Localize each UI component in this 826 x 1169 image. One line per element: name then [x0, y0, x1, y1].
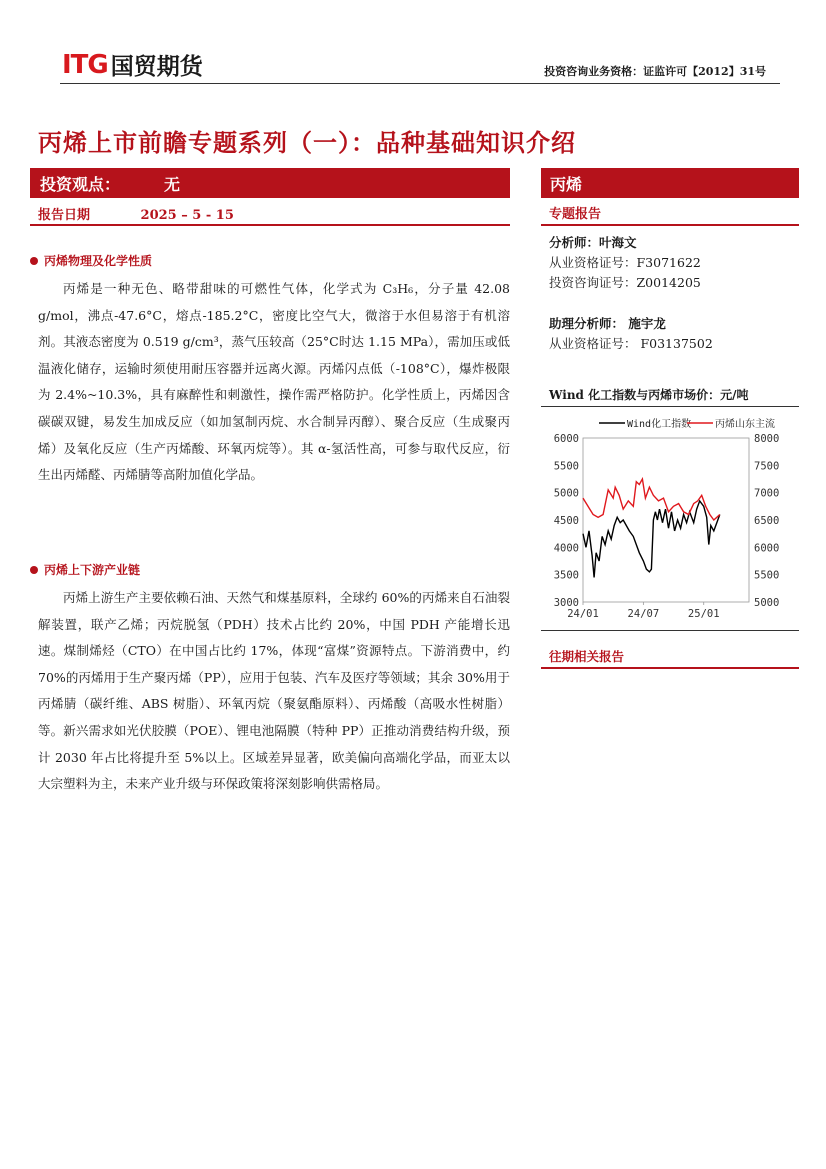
price-chart	[541, 410, 799, 628]
right-tick-label: 6000	[754, 542, 780, 555]
report-date-value: 2025 – 5 - 15	[140, 208, 234, 223]
legend-label-propylene: 丙烯山东主流	[715, 419, 775, 430]
category-bar	[541, 168, 799, 198]
report-type-divider	[541, 224, 799, 226]
investment-view-value: 无	[164, 174, 181, 194]
section-heading-text: 丙烯上下游产业链	[44, 563, 141, 577]
right-tick-label: 7500	[754, 460, 780, 473]
section-heading-text: 丙烯物理及化学性质	[44, 254, 153, 268]
analyst-cert-practice: 从业资格证号：F3071622	[549, 255, 701, 270]
license-text: 投资咨询业务资格：证监许可【2012】31号	[544, 65, 766, 78]
left-tick-label: 4500	[553, 515, 579, 527]
legend-label-wind: Wind化工指数	[627, 419, 692, 430]
assistant-analyst-block	[549, 314, 713, 354]
right-tick-label: 5500	[754, 569, 780, 582]
report-title: 丙烯上市前瞻专题系列（一）：品种基础知识介绍	[38, 128, 576, 157]
x-axis-ticks	[567, 602, 719, 620]
right-tick-label: 8000	[754, 433, 780, 445]
bullet-dot-icon	[30, 257, 38, 265]
investment-view-bar	[30, 168, 510, 198]
right-tick-label: 7000	[754, 487, 780, 500]
assistant-analyst-cert: 从业资格证号： F03137502	[549, 336, 713, 351]
plot-area-frame	[583, 438, 749, 602]
assistant-analyst-name: 助理分析师： 施宇龙	[549, 316, 666, 331]
logo-company-name: 国贸期货	[110, 54, 203, 80]
chart-bottom-divider	[541, 630, 799, 631]
related-reports-divider	[541, 667, 799, 669]
bullet-dot-icon	[30, 566, 38, 574]
right-axis-ticks	[754, 433, 779, 609]
left-tick-label: 3000	[553, 597, 579, 609]
analyst-cert-advisory: 投资咨询证号：Z0014205	[549, 275, 701, 290]
left-tick-label: 3500	[553, 569, 579, 582]
analyst-name: 分析师：叶海文	[549, 235, 637, 250]
x-tick-label: 25/01	[687, 608, 720, 620]
header-divider	[60, 83, 780, 84]
analyst-block	[549, 233, 701, 293]
section-paragraph-industry-chain: 丙烯上游生产主要依赖石油、天然气和煤基原料，全球约 60%的丙烯来自石油裂解装置，联产乙烯；丙烷脱氢（PDH）技术占比约 20%，中国 PDH 产能增长迅速。煤制烯烃（CTO）在中国占比约 17%，体现“富煤”资源特点。下游消费中，约 70%的丙烯用于生产聚丙烯（PP），应用于包装、汽车及医疗等领域；其余 30%用于丙烯腈（碳纤维、ABS 树脂）、环氧丙烷（聚氨酯原料）、丙烯酸（高吸水性树脂）等。新兴需求如光伏胶膜（POE）、锂电池隔膜（特种 PP）正推动消费结构升级，预计 2030 年占比将提升至 5%以上。区域差异显著，欧美偏向高端化学品，而亚太以大宗塑料为主，未来产业升级与环保政策将深刻影响供需格局。	[38, 590, 510, 792]
section-heading-properties	[30, 252, 152, 269]
x-tick-label: 24/01	[567, 608, 599, 620]
report-date-label: 报告日期	[38, 208, 91, 223]
company-logo	[62, 48, 203, 81]
right-tick-label: 6500	[754, 515, 780, 527]
left-tick-label: 5500	[553, 460, 579, 473]
chart-top-divider	[541, 406, 799, 407]
report-date-row	[38, 204, 234, 223]
right-tick-label: 5000	[754, 597, 780, 609]
series-line-propylene-price	[583, 479, 720, 520]
logo-itg: ITG	[62, 49, 108, 80]
left-axis-ticks	[554, 433, 579, 609]
section-paragraph-properties: 丙烯是一种无色、略带甜味的可燃性气体，化学式为 C₃H₆，分子量 42.08 g/mol，沸点-47.6°C，熔点-185.2°C，密度比空气大，微溶于水但易溶于有机溶剂。其液态密度为 0.519 g/cm³，蒸气压较高（25°C时达 1.15 MPa），需加压或低温液化储存，运输时须使用耐压容器并远离火源。丙烯闪点低（-108°C），爆炸极限为 2.4%~10.3%，具有麻醉性和刺激性，操作需严格防护。化学性质上，丙烯因含碳碳双键，易发生加成反应（如加氢制丙烷、水合制异丙醇）、聚合反应（生成聚丙烯）及氧化反应（生产丙烯酸、环氧丙烷等）。其 α-氢活性高，可参与取代反应，衍生出丙烯醛、丙烯腈等高附加值化学品。	[38, 281, 510, 483]
report-type-label: 专题报告	[549, 207, 602, 222]
date-divider	[30, 224, 510, 226]
section-heading-industry-chain	[30, 561, 140, 578]
left-tick-label: 5000	[553, 487, 579, 500]
investment-view-label: 投资观点：	[40, 174, 121, 194]
x-tick-label: 24/07	[627, 608, 660, 620]
category-label: 丙烯	[550, 174, 583, 194]
related-reports-label: 往期相关报告	[549, 649, 625, 664]
left-tick-label: 6000	[553, 433, 579, 445]
left-tick-label: 4000	[553, 542, 579, 555]
chart-title: Wind 化工指数与丙烯市场价：元/吨	[549, 388, 749, 402]
